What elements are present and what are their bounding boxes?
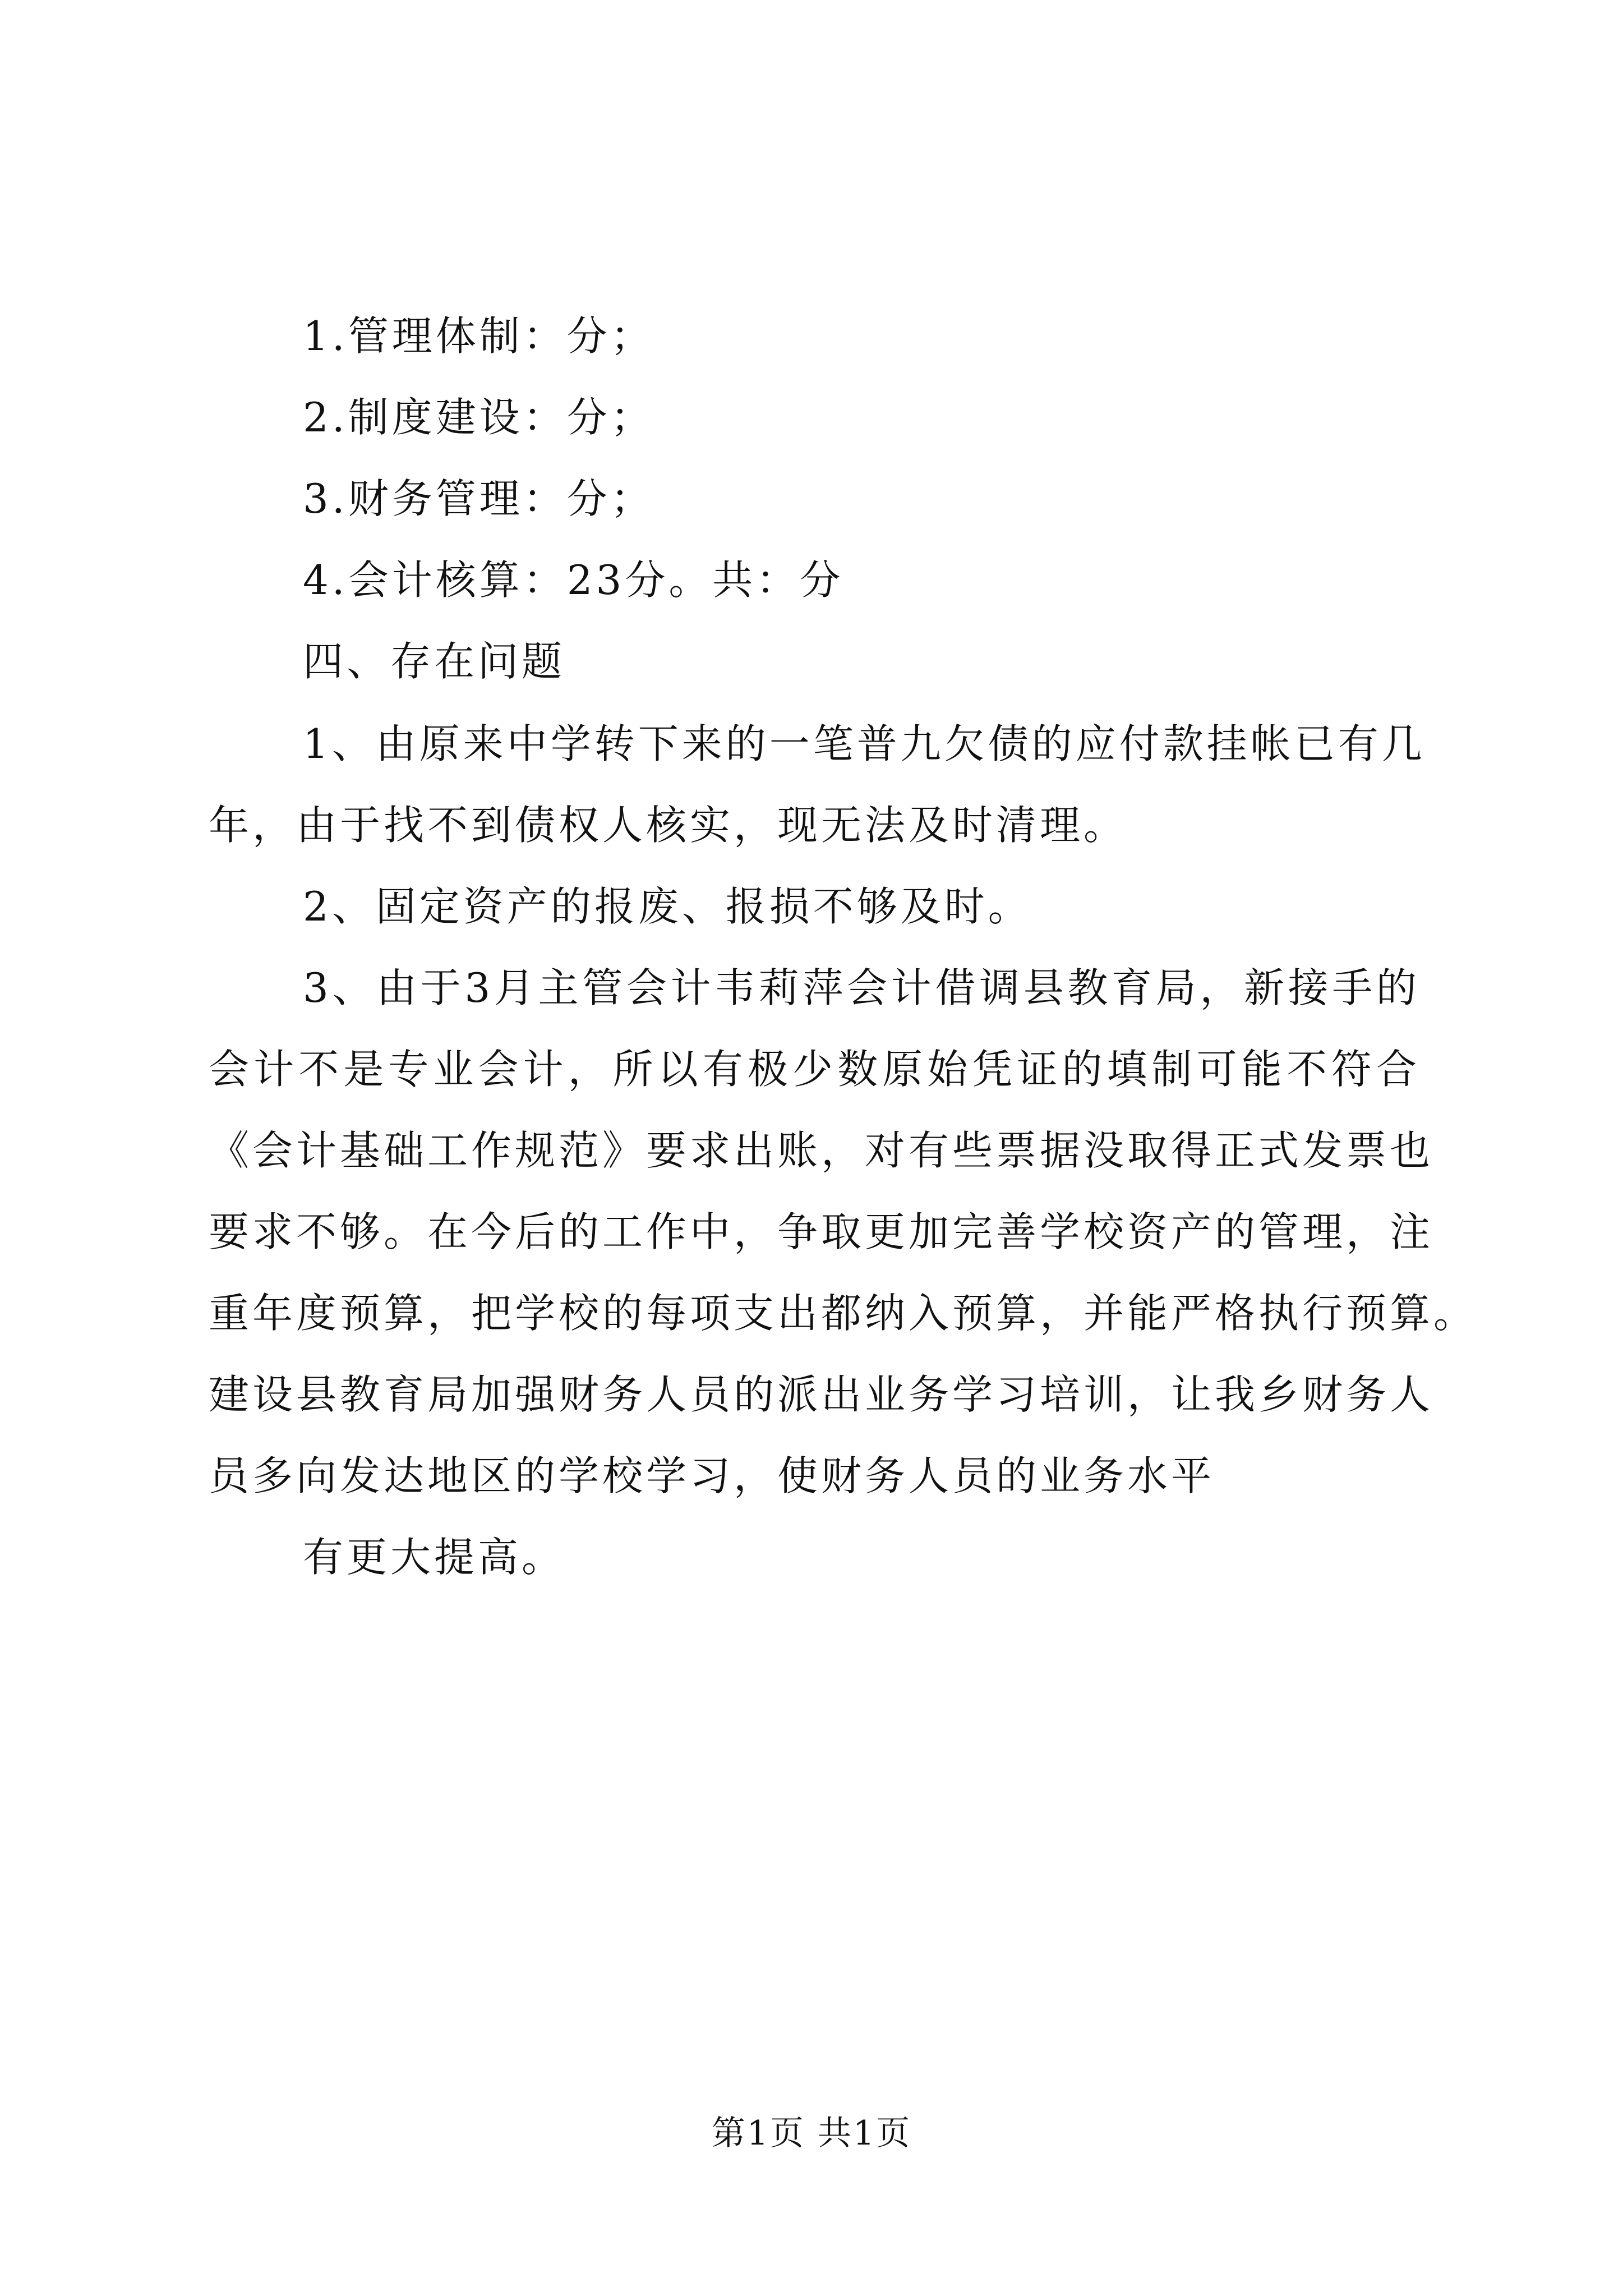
problem-1-line-2: 年，由于找不到债权人核实，现无法及时清理。 (209, 802, 1128, 849)
problem-3-line-3: 《会计基础工作规范》要求出账，对有些票据没取得正式发票也 (209, 1127, 1434, 1174)
problem-3-line-5: 重年度预算，把学校的每项支出都纳入预算，并能严格执行预算。 (209, 1290, 1478, 1337)
problem-3-line-2: 会计不是专业会计，所以有极少数原始凭证的填制可能不符合 (209, 1046, 1420, 1093)
score-item-financial-management: 3.财务管理：分； (303, 475, 654, 522)
problem-3-line-4: 要求不够。在今后的工作中，争取更加完善学校资产的管理，注 (209, 1208, 1434, 1255)
page-footer: 第1页 共1页 (711, 2114, 912, 2153)
problem-3-line-7: 员多向发达地区的学校学习，使财务人员的业务水平 (209, 1452, 1215, 1499)
score-item-management-system: 1.管理体制：分； (303, 312, 654, 360)
problem-3-line-6: 建设县教育局加强财务人员的派出业务学习培训，让我乡财务人 (209, 1371, 1434, 1418)
problem-1-line-1: 1、由原来中学转下来的一笔普九欠债的应付款挂帐已有几 (303, 720, 1426, 767)
problem-3-line-1: 3、由于3月主管会计韦莉萍会计借调县教育局，新接手的 (303, 964, 1420, 1011)
score-item-accounting-and-total: 4.会计核算：23分。共：分 (303, 556, 844, 604)
problem-2: 2、固定资产的报废、报损不够及时。 (303, 883, 1032, 930)
score-item-system-building: 2.制度建设：分； (303, 394, 654, 441)
closing-line: 有更大提高。 (303, 1534, 566, 1581)
section-heading-problems: 四、存在问题 (303, 638, 566, 685)
